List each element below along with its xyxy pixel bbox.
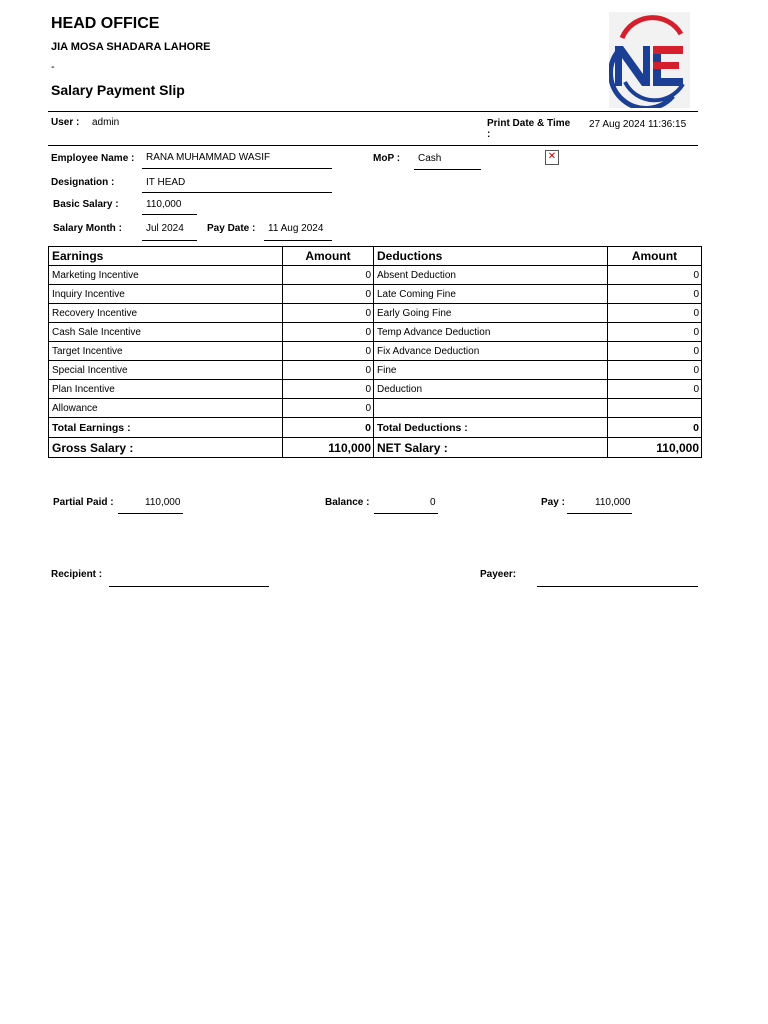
deduction-label [374,399,608,418]
close-icon[interactable]: ✕ [545,150,559,165]
deduction-amount [608,399,702,418]
salary-month-underline [142,240,197,241]
earning-label: Allowance [49,399,283,418]
deduction-label: Late Coming Fine [374,285,608,304]
earning-amount: 0 [283,399,374,418]
partial-paid-value: 110,000 [145,497,181,508]
table-row [49,361,702,380]
deduction-amount: 0 [608,380,702,399]
gross-salary-label: Gross Salary : [49,438,283,458]
deduction-label: Absent Deduction [374,266,608,285]
user-value: admin [92,117,120,128]
earning-amount: 0 [283,266,374,285]
payeer-signature-line [537,586,698,587]
table-row [49,342,702,361]
earning-label: Cash Sale Incentive [49,323,283,342]
balance-value: 0 [430,497,436,508]
print-datetime-colon: : [487,129,491,140]
employee-name-underline [142,168,332,169]
deduction-label: Temp Advance Deduction [374,323,608,342]
ne-logo-icon [609,12,690,108]
earning-label: Plan Incentive [49,380,283,399]
total-deductions-value: 0 [608,418,702,438]
print-datetime-value: 27 Aug 2024 11:36:15 [589,119,687,130]
earnings-header: Earnings [49,247,283,266]
office-address: JIA MOSA SHADARA LAHORE [51,41,211,53]
earning-amount: 0 [283,304,374,323]
company-logo [609,12,690,108]
divider-top [48,111,698,112]
table-row [49,323,702,342]
earning-amount: 0 [283,342,374,361]
deduction-amount: 0 [608,304,702,323]
recipient-label: Recipient : [51,569,103,580]
designation-label: Designation : [51,177,115,188]
balance-label: Balance : [325,497,370,508]
table-row [49,380,702,399]
earning-amount: 0 [283,380,374,399]
earning-label: Target Incentive [49,342,283,361]
table-header-row [49,247,702,266]
deduction-label: Fix Advance Deduction [374,342,608,361]
earning-amount: 0 [283,361,374,380]
deductions-header: Deductions [374,247,608,266]
pay-date-underline [264,240,332,241]
deduction-amount: 0 [608,285,702,304]
designation-underline [142,192,332,193]
earning-label: Special Incentive [49,361,283,380]
pay-date-label: Pay Date : [207,223,256,234]
user-label: User : [51,117,80,128]
divider-bottom [48,145,698,146]
earning-label: Marketing Incentive [49,266,283,285]
basic-salary-value: 110,000 [146,199,182,210]
deduction-amount: 0 [608,361,702,380]
table-row [49,266,702,285]
mop-value: Cash [418,153,442,164]
salary-month-label: Salary Month : [53,223,122,234]
deduction-amount: 0 [608,342,702,361]
mop-underline [414,169,481,170]
total-earnings-value: 0 [283,418,374,438]
table-row [49,399,702,418]
pay-label: Pay : [541,497,565,508]
earning-label: Inquiry Incentive [49,285,283,304]
deductions-amount-header: Amount [608,247,702,266]
designation-value: IT HEAD [146,177,186,188]
employee-name-label: Employee Name : [51,153,135,164]
pay-date-value: 11 Aug 2024 [268,223,324,234]
payeer-label: Payeer: [480,569,517,580]
deduction-label: Fine [374,361,608,380]
total-earnings-label: Total Earnings : [49,418,283,438]
earning-label: Recovery Incentive [49,304,283,323]
employee-name-value: RANA MUHAMMAD WASIF [146,152,271,163]
table-row [49,285,702,304]
net-salary-value: 110,000 [608,438,702,458]
basic-salary-underline [142,214,197,215]
recipient-signature-line [109,586,269,587]
balance-underline [374,513,438,514]
deduction-amount: 0 [608,266,702,285]
salary-month-value: Jul 2024 [146,223,184,234]
pay-value: 110,000 [595,497,631,508]
partial-paid-label: Partial Paid : [53,497,114,508]
earning-amount: 0 [283,323,374,342]
earning-amount: 0 [283,285,374,304]
earnings-amount-header: Amount [283,247,374,266]
total-deductions-label: Total Deductions : [374,418,608,438]
partial-paid-underline [118,513,183,514]
net-salary-label: NET Salary : [374,438,608,458]
deduction-amount: 0 [608,323,702,342]
totals-row [49,418,702,438]
print-datetime-label: Print Date & Time [487,118,571,129]
table-row [49,304,702,323]
office-title: HEAD OFFICE [51,15,160,32]
pay-underline [567,513,632,514]
salary-table [48,246,702,458]
address-dash: - [51,61,55,73]
deduction-label: Early Going Fine [374,304,608,323]
mop-label: MoP : [373,153,401,164]
deduction-label: Deduction [374,380,608,399]
gross-salary-value: 110,000 [283,438,374,458]
salary-summary-row [49,438,702,458]
basic-salary-label: Basic Salary : [53,199,119,210]
page-title: Salary Payment Slip [51,82,185,98]
